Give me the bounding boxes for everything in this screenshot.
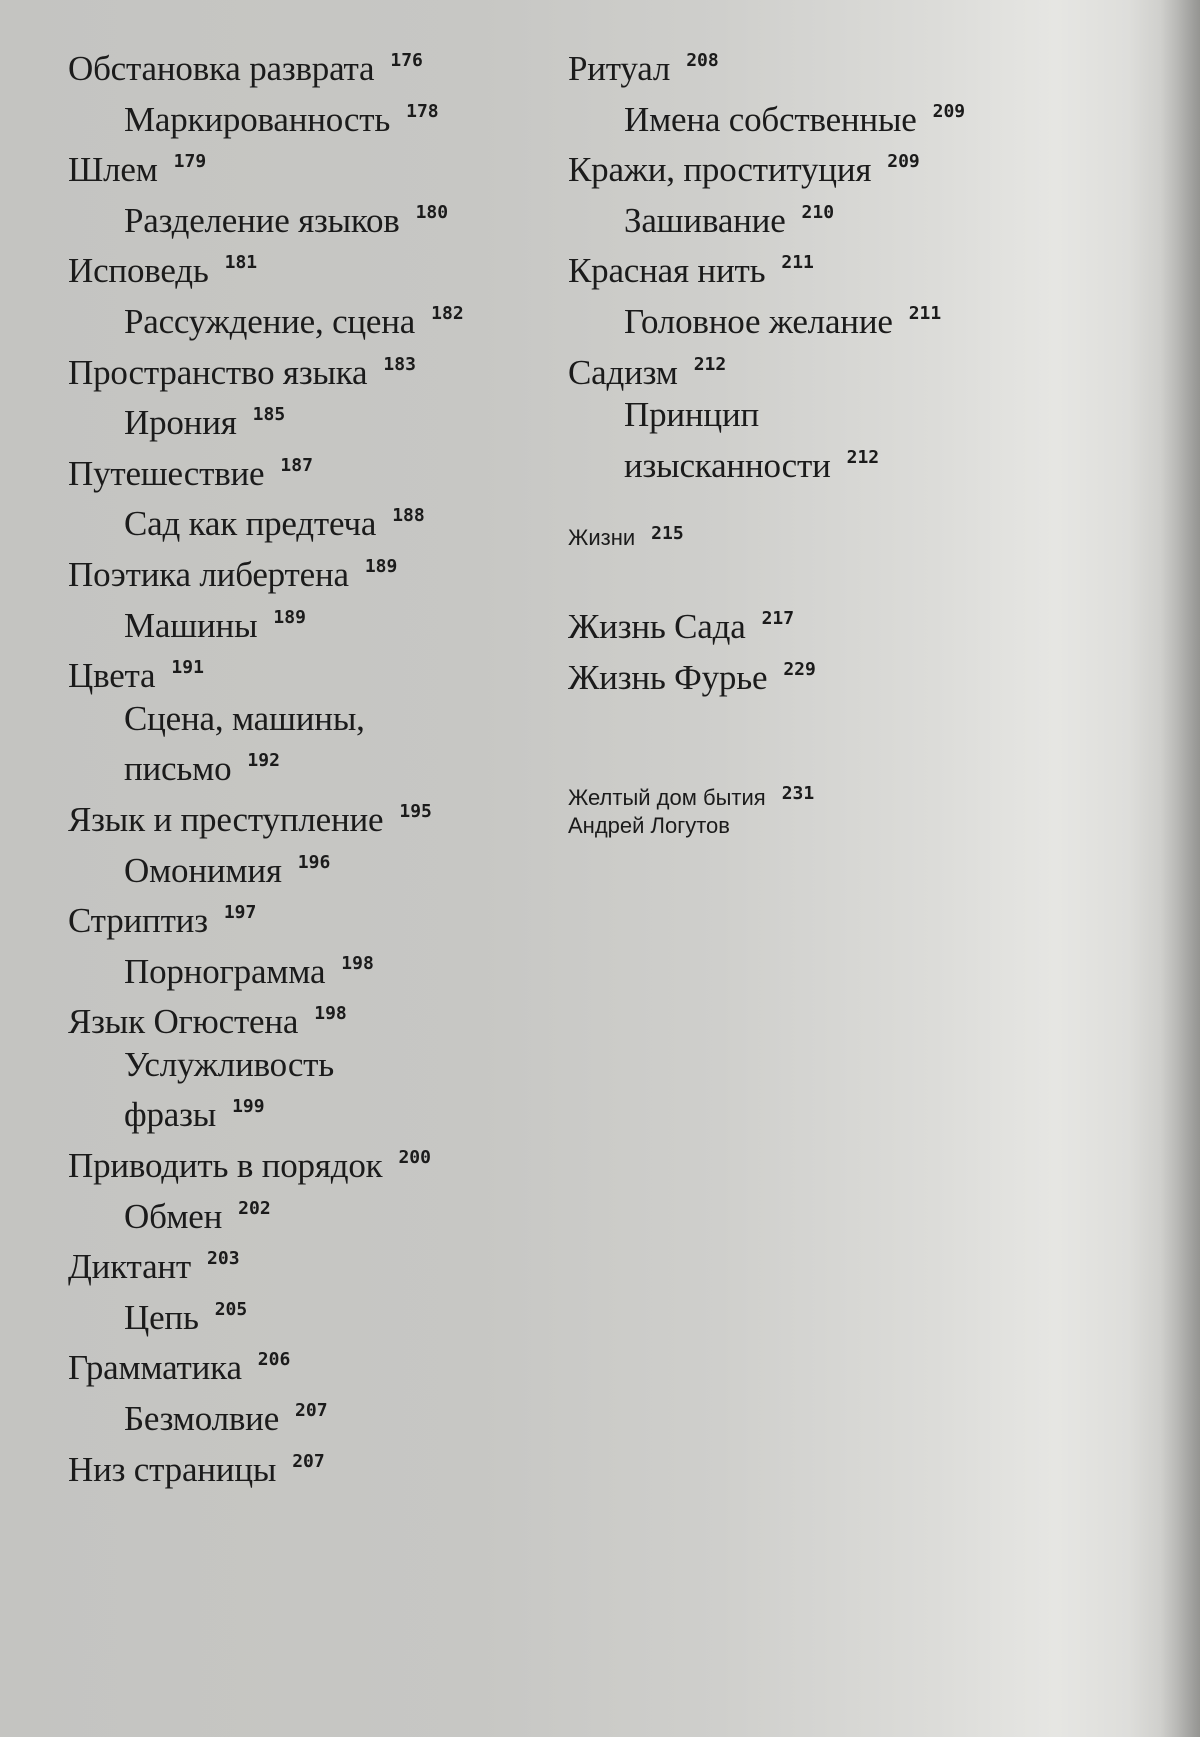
toc-entry-title: Машины (124, 605, 258, 645)
toc-entry-title: Язык и преступление (68, 799, 384, 839)
toc-entry-page: 183 (383, 353, 416, 375)
toc-entry (568, 598, 816, 649)
toc-entry-title: Омонимия (124, 850, 282, 890)
toc-left-column (68, 40, 568, 1491)
toc-entry-page: 210 (801, 201, 835, 223)
section-title: Жизни (568, 525, 636, 550)
toc-entry-page: 207 (292, 1450, 325, 1472)
afterword-page: 231 (781, 783, 815, 804)
toc-entry-title: Маркированность (124, 99, 391, 139)
toc-entry (68, 546, 568, 597)
section-page: 215 (651, 523, 684, 544)
toc-entry-title-line: Сцена, машины, (124, 698, 365, 738)
toc-subentry (68, 1044, 568, 1137)
toc-entry (68, 40, 568, 91)
toc-entry-page: 206 (257, 1349, 291, 1371)
toc-entry-title-line: письмо (124, 749, 232, 789)
toc-entry (68, 892, 568, 943)
toc-subentry (68, 1390, 568, 1441)
toc-entry-page: 198 (314, 1003, 347, 1025)
toc-entry-title: Разделение языков (124, 200, 400, 240)
toc-entry-page: 207 (295, 1400, 328, 1422)
section-heading-lives (568, 520, 684, 552)
toc-entry-title: Кражи, проституция (568, 150, 872, 190)
toc-subentry (68, 1289, 568, 1340)
toc-entry-title: Ирония (124, 403, 237, 443)
toc-subentry (68, 192, 568, 243)
toc-entry-title: Стриптиз (68, 901, 208, 941)
toc-entry (68, 1441, 568, 1492)
toc-entry-title: Исповедь (68, 251, 209, 291)
toc-entry-title: Садизм (568, 352, 678, 392)
toc-entry-page: 229 (783, 658, 816, 680)
toc-entry-title: Безмолвие (124, 1399, 280, 1439)
toc-subentry (568, 192, 1088, 243)
toc-entry (568, 141, 1088, 192)
toc-entry-page: 198 (341, 952, 374, 974)
toc-entry-page: 178 (406, 100, 439, 122)
toc-entry-title: Путешествие (68, 453, 265, 493)
toc-entry-page: 202 (238, 1197, 271, 1219)
toc-entry-page: 209 (887, 151, 920, 173)
toc-entry-title: Пространство языка (68, 352, 368, 392)
toc-entry-title: Головное желание (624, 301, 893, 341)
toc-entry-title: Приводить в порядок (68, 1146, 383, 1186)
toc-subentry (568, 293, 1088, 344)
toc-subentry (568, 91, 1088, 142)
toc-entry-page: 212 (693, 353, 727, 375)
toc-entry-title: Шлем (68, 150, 158, 190)
toc-entry-page: 212 (846, 446, 880, 468)
toc-entry-page: 208 (686, 50, 719, 71)
toc-entry-title-line: фразы (124, 1095, 217, 1135)
toc-entry-page: 182 (431, 302, 464, 324)
toc-entry-title: Имена собственные (624, 99, 917, 139)
toc-entry-title: Цвета (68, 656, 156, 696)
toc-subentry (568, 394, 1088, 487)
toc-entry-page: 211 (781, 252, 814, 274)
toc-subentry (68, 597, 568, 648)
toc-subentry (68, 293, 568, 344)
toc-entry (68, 1339, 568, 1390)
toc-entry (568, 649, 816, 700)
toc-entry (68, 993, 568, 1044)
toc-entry-page: 185 (252, 404, 286, 426)
toc-right-column (568, 40, 1088, 487)
toc-subentry (68, 1188, 568, 1239)
toc-entry-page: 180 (415, 201, 449, 223)
toc-entry-title: Обстановка разврата (68, 49, 375, 88)
toc-subentry (68, 943, 568, 994)
afterword-title: Желтый дом бытия (568, 785, 766, 810)
toc-entry (68, 141, 568, 192)
toc-entry-title: Красная нить (568, 251, 766, 291)
toc-entry-page: 199 (232, 1096, 265, 1118)
toc-entry-title: Рассуждение, сцена (124, 301, 416, 341)
toc-entry (68, 242, 568, 293)
toc-entry-page: 195 (399, 800, 432, 822)
toc-entry (68, 791, 568, 842)
toc-entry-page: 197 (223, 902, 257, 924)
toc-entry-title: Язык Огюстена (68, 1002, 299, 1042)
toc-entry-page: 192 (247, 750, 280, 772)
toc-entry-page: 203 (207, 1248, 240, 1270)
toc-subentry (68, 495, 568, 546)
toc-entry-title: Жизнь Сада (568, 607, 746, 646)
toc-entry-title-line: Услужливость (124, 1044, 335, 1084)
toc-entry-title: Грамматика (68, 1348, 242, 1388)
toc-entry-title: Низ страницы (68, 1449, 277, 1489)
toc-entry-page: 189 (364, 555, 398, 577)
toc-entry-title-line: Принцип (624, 395, 760, 435)
toc-entry-title: Поэтика либертена (68, 554, 349, 594)
toc-entry-page: 217 (761, 608, 795, 629)
toc-entry-page: 176 (390, 50, 423, 71)
toc-entry (68, 1137, 568, 1188)
toc-entry (68, 647, 568, 698)
toc-subentry (68, 394, 568, 445)
toc-subentry (68, 698, 568, 791)
toc-entry-page: 196 (297, 851, 331, 873)
afterword-title-line (568, 780, 814, 812)
afterword-entry (568, 780, 814, 840)
toc-entry-title: Порнограмма (124, 951, 326, 991)
toc-entry-page: 200 (398, 1147, 431, 1169)
afterword-author: Андрей Логутов (568, 813, 730, 838)
toc-entry-title: Диктант (68, 1247, 192, 1287)
toc-entry-page: 179 (173, 151, 207, 173)
toc-entry (68, 344, 568, 395)
toc-entry-title: Зашивание (624, 200, 786, 240)
toc-subentry (68, 842, 568, 893)
toc-entry-title: Ритуал (568, 49, 671, 88)
toc-entry-page: 181 (224, 252, 258, 274)
toc-entry-page: 205 (214, 1298, 248, 1320)
toc-entry-page: 209 (932, 100, 966, 122)
lives-list (568, 598, 816, 699)
toc-entry-title-line: изысканности (624, 445, 831, 485)
toc-entry-page: 188 (392, 505, 425, 527)
toc-entry-title: Сад как предтеча (124, 504, 377, 544)
toc-entry-page: 187 (280, 454, 313, 476)
toc-entry (568, 40, 1088, 91)
toc-entry (568, 344, 1088, 395)
toc-entry-title: Цепь (124, 1297, 199, 1337)
toc-entry-page: 189 (273, 606, 306, 628)
toc-entry (68, 445, 568, 496)
toc-entry-page: 191 (171, 657, 204, 679)
toc-entry-title: Обмен (124, 1196, 223, 1236)
toc-entry-page: 211 (908, 302, 942, 324)
toc-subentry (68, 91, 568, 142)
toc-entry (568, 242, 1088, 293)
toc-entry-title: Жизнь Фурье (568, 657, 768, 697)
toc-entry (68, 1238, 568, 1289)
